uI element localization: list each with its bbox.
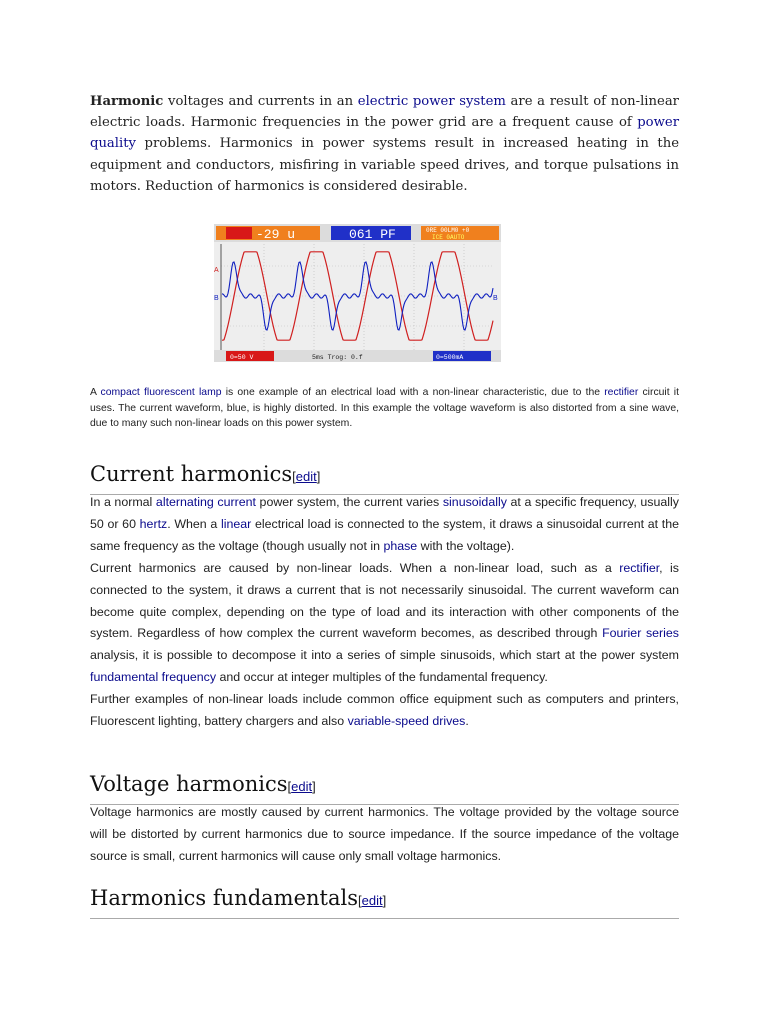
text: and occur at integer multiples of the fundamental frequency. — [216, 670, 548, 685]
scale-right-text: 0=500mA — [436, 354, 464, 361]
link-phase[interactable]: phase — [383, 538, 418, 553]
text: with the voltage). — [417, 538, 515, 553]
link-power-quality[interactable]: power quality — [90, 115, 679, 152]
edit-bracket-open: [ — [358, 893, 362, 908]
edit-link-fundamentals[interactable]: edit — [361, 893, 383, 908]
link-alternating-current[interactable]: alternating current — [155, 495, 256, 509]
edit-section-fundamentals — [358, 893, 386, 908]
edit-link-current[interactable]: edit — [295, 469, 317, 484]
channel-b-marker: B — [214, 295, 219, 302]
caption-text-0: A — [90, 387, 101, 398]
channel-a-marker: A — [214, 267, 219, 274]
channel-b-marker-right: B — [493, 295, 498, 302]
current-harmonics-body — [90, 492, 679, 733]
text: . — [465, 714, 469, 729]
caption-text-1: is one example of an electrical load with a non-linear characteristic, due to the — [221, 387, 605, 398]
text: , is connected to the system, it draws a current that is not necessarily sinusoidal. The current waveform can become quite complex, depending on the type of load and its interaction with other components of the system. Regardless of how complex the current waveform becomes, as described through — [90, 560, 679, 641]
readout-left-text: -29 u — [256, 227, 296, 242]
heading-current-harmonics — [90, 460, 679, 495]
edit-bracket-close: ] — [382, 893, 387, 908]
intro-text-3: problems. Harmonics in power systems result in increased heating in the equipment and conductors, misfiring in variable speed drives, and torque pulsations in motors. Reduction of harmonics is considered desirable. — [90, 136, 679, 194]
edit-link-voltage[interactable]: edit — [291, 779, 313, 794]
text: electrical load is connected to the system, it draws a sinusoidal current at the same frequency as the voltage (though usually not in — [90, 516, 679, 553]
intro-text-1: voltages and currents in an — [163, 94, 358, 109]
readout-mid-text: 061 PF — [349, 227, 396, 242]
voltage-harmonics-body — [90, 802, 679, 868]
heading-voltage-title: Voltage harmonics — [90, 772, 288, 796]
link-linear[interactable]: linear — [220, 516, 252, 531]
link-fundamental-frequency[interactable]: fundamental frequency — [90, 670, 217, 685]
text: Further examples of non-linear loads include common office equipment such as computers and printers, Fluorescent lighting, battery chargers and also — [90, 692, 679, 729]
link-variable-speed-drives[interactable]: variable-speed drives — [347, 714, 466, 729]
caption-text-2: circuit it uses. The current waveform, blue, is highly distorted. In this example the voltage waveform is also distorted from a sine wave, due to many such non-linear loads on this power system. — [90, 387, 679, 430]
timebase-text: 5ms Trog: 0.f — [312, 354, 363, 361]
intro-paragraph — [90, 91, 679, 197]
edit-bracket-close: ] — [316, 469, 321, 484]
figure-caption — [90, 385, 679, 432]
heading-voltage-harmonics — [90, 770, 679, 805]
edit-section-voltage — [288, 779, 316, 794]
text: analysis, it is possible to decompose it into a series of simple sinusoids, which start at the power system — [90, 648, 679, 663]
intro-term: Harmonic — [90, 94, 164, 109]
current-paragraph-3 — [90, 689, 679, 733]
oscilloscope-screen — [214, 224, 501, 362]
link-rectifier[interactable]: rectifier — [619, 560, 660, 575]
current-paragraph-2 — [90, 558, 679, 689]
link-rectifier-caption[interactable]: rectifier — [604, 387, 639, 398]
edit-bracket-open: [ — [287, 779, 292, 794]
link-electric-power-system[interactable]: electric power system — [357, 94, 506, 109]
heading-current-title: Current harmonics — [90, 462, 293, 486]
text: Current harmonics are caused by non-linear loads. When a non-linear load, such as a — [90, 560, 620, 575]
link-compact-fluorescent-lamp[interactable]: compact fluorescent lamp — [100, 387, 222, 398]
voltage-paragraph-1: Voltage harmonics are mostly caused by current harmonics. The voltage provided by the voltage source will be distorted by current harmonics due to source impedance. If the source impedance of the voltage source is small, current harmonics will cause only small voltage harmonics. — [90, 805, 679, 863]
current-paragraph-1 — [90, 492, 679, 558]
text: at a specific frequency, usually 50 or 60 — [90, 495, 679, 531]
link-sinusoidally[interactable]: sinusoidally — [442, 495, 507, 509]
text: . When a — [167, 516, 221, 531]
edit-bracket-close: ] — [312, 779, 316, 794]
text: In a normal — [90, 495, 156, 509]
scale-left-text: 0=50 V — [230, 354, 254, 361]
readout-right-text-2: ICE 0AUTO — [432, 234, 465, 241]
edit-section-current — [292, 469, 320, 484]
oscilloscope-figure[interactable] — [214, 224, 501, 362]
intro-text-2: are a result of non-linear electric loads. Harmonic frequencies in the power grid are a frequent cause of — [90, 94, 679, 131]
link-hertz[interactable]: hertz — [139, 516, 168, 531]
text: power system, the current varies — [255, 495, 443, 509]
readout-right-text-1: 0RE 00LM0 +0 — [426, 227, 470, 234]
edit-bracket-open: [ — [292, 469, 296, 484]
link-fourier-series[interactable]: Fourier series — [602, 626, 679, 641]
heading-harmonics-fundamentals — [90, 884, 679, 919]
heading-fundamentals-title: Harmonics fundamentals — [90, 886, 358, 910]
